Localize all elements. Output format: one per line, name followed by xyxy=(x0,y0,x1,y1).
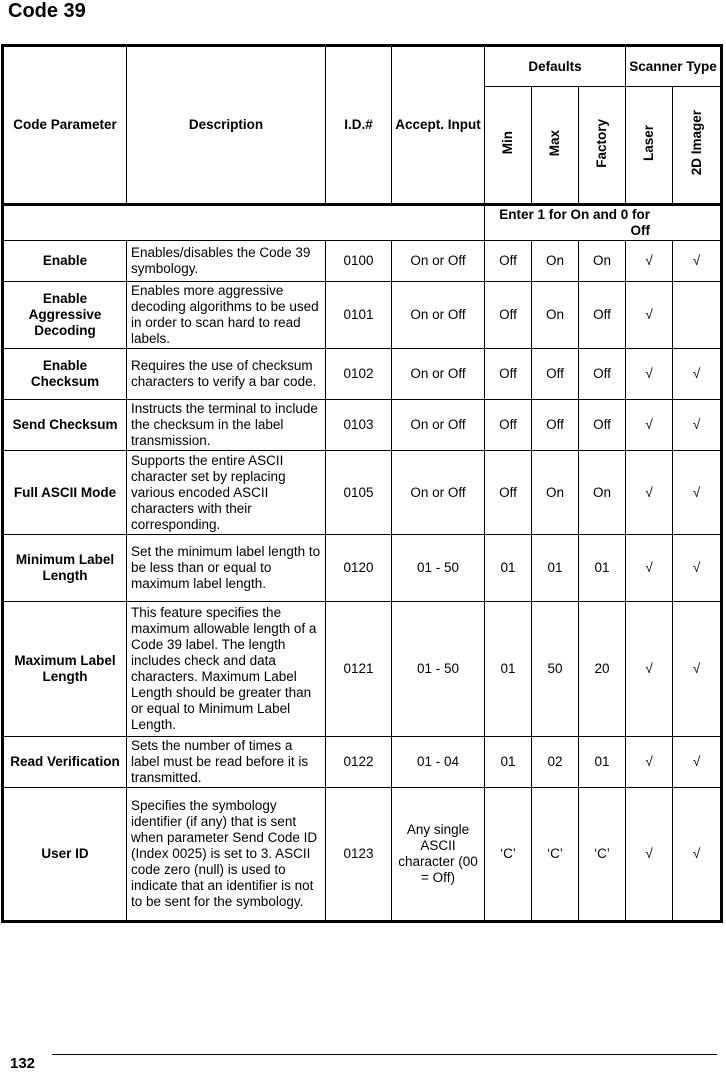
page-title: Code 39 xyxy=(8,0,86,22)
param-min: Off xyxy=(485,282,532,349)
table-row xyxy=(3,788,722,922)
header-id: I.D.# xyxy=(326,46,392,205)
param-description: Enables/disables the Code 39 symbology. xyxy=(127,241,326,282)
param-name: Full ASCII Mode xyxy=(3,451,127,535)
header-accept-input: Accept. Input xyxy=(392,46,485,205)
param-name: Send Checksum xyxy=(3,400,127,451)
param-accept: 01 - 50 xyxy=(392,602,485,737)
param-description: Instructs the terminal to include the checksum in the label transmission. xyxy=(127,400,326,451)
laser-check: √ xyxy=(626,788,673,922)
param-description: Supports the entire ASCII character set by replacing various encoded ASCII characters with their corresponding. xyxy=(127,451,326,535)
param-factory: Off xyxy=(579,400,626,451)
header-min: Min xyxy=(485,87,532,205)
param-id: 0101 xyxy=(326,282,392,349)
table-row xyxy=(3,451,722,535)
imager-check: √ xyxy=(673,451,722,535)
param-factory: 01 xyxy=(579,535,626,602)
param-max: Off xyxy=(532,349,579,400)
param-id: 0120 xyxy=(326,535,392,602)
imager-check xyxy=(673,282,722,349)
param-name: Read Verification xyxy=(3,737,127,788)
param-id: 0105 xyxy=(326,451,392,535)
param-min: Off xyxy=(485,241,532,282)
param-accept: On or Off xyxy=(392,241,485,282)
param-min: Off xyxy=(485,349,532,400)
param-accept: 01 - 04 xyxy=(392,737,485,788)
laser-check: √ xyxy=(626,282,673,349)
param-description: Enables more aggressive decoding algorithms to be used in order to scan hard to read labels. xyxy=(127,282,326,349)
param-id: 0123 xyxy=(326,788,392,922)
param-factory: Off xyxy=(579,282,626,349)
param-min: Off xyxy=(485,400,532,451)
table-row xyxy=(3,602,722,737)
param-name: Enable Aggressive Decoding xyxy=(3,282,127,349)
header-laser: Laser xyxy=(626,87,673,205)
param-accept: On or Off xyxy=(392,282,485,349)
param-id: 0100 xyxy=(326,241,392,282)
laser-check: √ xyxy=(626,737,673,788)
header-scanner-type: Scanner Type xyxy=(626,46,722,87)
param-min: 01 xyxy=(485,602,532,737)
note-text: Enter 1 for On and 0 for Off xyxy=(485,205,722,241)
param-max: ‘C’ xyxy=(532,788,579,922)
param-id: 0122 xyxy=(326,737,392,788)
param-description: Specifies the symbology identifier (if any) that is sent when parameter Send Code ID (Index 0025) is set to 3. ASCII code zero (null) is used to indicate that an identifier is not to be sent for the symbology. xyxy=(127,788,326,922)
header-defaults: Defaults xyxy=(485,46,626,87)
param-max: 50 xyxy=(532,602,579,737)
param-max: 01 xyxy=(532,535,579,602)
imager-check: √ xyxy=(673,788,722,922)
header-factory: Factory xyxy=(579,87,626,205)
laser-check: √ xyxy=(626,535,673,602)
header-code-parameter: Code Parameter xyxy=(3,46,127,205)
param-id: 0103 xyxy=(326,400,392,451)
param-factory: 01 xyxy=(579,737,626,788)
imager-check: √ xyxy=(673,535,722,602)
laser-check: √ xyxy=(626,602,673,737)
laser-check: √ xyxy=(626,241,673,282)
param-max: Off xyxy=(532,400,579,451)
param-factory: On xyxy=(579,241,626,282)
param-min: Off xyxy=(485,451,532,535)
param-accept: On or Off xyxy=(392,349,485,400)
table-row xyxy=(3,349,722,400)
param-min: ‘C’ xyxy=(485,788,532,922)
param-name: Maximum Label Length xyxy=(3,602,127,737)
table-row xyxy=(3,737,722,788)
param-description: This feature specifies the maximum allowable length of a Code 39 label. The length includes check and data characters. Maximum Label Length should be greater than or equal to Minimum Label Length. xyxy=(127,602,326,737)
param-name: Minimum Label Length xyxy=(3,535,127,602)
header-max: Max xyxy=(532,87,579,205)
param-accept: Any single ASCII character (00 = Off) xyxy=(392,788,485,922)
table-row xyxy=(3,282,722,349)
param-factory: 20 xyxy=(579,602,626,737)
laser-check: √ xyxy=(626,400,673,451)
laser-check: √ xyxy=(626,349,673,400)
imager-check: √ xyxy=(673,737,722,788)
imager-check: √ xyxy=(673,349,722,400)
table-row xyxy=(3,535,722,602)
param-min: 01 xyxy=(485,535,532,602)
imager-check: √ xyxy=(673,602,722,737)
param-max: 02 xyxy=(532,737,579,788)
param-max: On xyxy=(532,241,579,282)
param-accept: 01 - 50 xyxy=(392,535,485,602)
param-name: Enable xyxy=(3,241,127,282)
note-row xyxy=(3,205,722,241)
page-number: 132 xyxy=(10,1055,36,1072)
table-row xyxy=(3,241,722,282)
code-parameter-table xyxy=(1,44,723,923)
param-max: On xyxy=(532,451,579,535)
param-factory: ‘C’ xyxy=(579,788,626,922)
param-description: Set the minimum label length to be less than or equal to maximum label length. xyxy=(127,535,326,602)
param-description: Requires the use of checksum characters to verify a bar code. xyxy=(127,349,326,400)
table-row xyxy=(3,400,722,451)
param-accept: On or Off xyxy=(392,400,485,451)
header-2d-imager: 2D Imager xyxy=(673,87,722,205)
param-factory: On xyxy=(579,451,626,535)
param-name: Enable Checksum xyxy=(3,349,127,400)
param-id: 0102 xyxy=(326,349,392,400)
header-description: Description xyxy=(127,46,326,205)
param-factory: Off xyxy=(579,349,626,400)
footer-divider xyxy=(52,1054,717,1055)
imager-check: √ xyxy=(673,400,722,451)
param-accept: On or Off xyxy=(392,451,485,535)
param-min: 01 xyxy=(485,737,532,788)
param-description: Sets the number of times a label must be read before it is transmitted. xyxy=(127,737,326,788)
param-id: 0121 xyxy=(326,602,392,737)
imager-check: √ xyxy=(673,241,722,282)
param-max: On xyxy=(532,282,579,349)
laser-check: √ xyxy=(626,451,673,535)
param-name: User ID xyxy=(3,788,127,922)
